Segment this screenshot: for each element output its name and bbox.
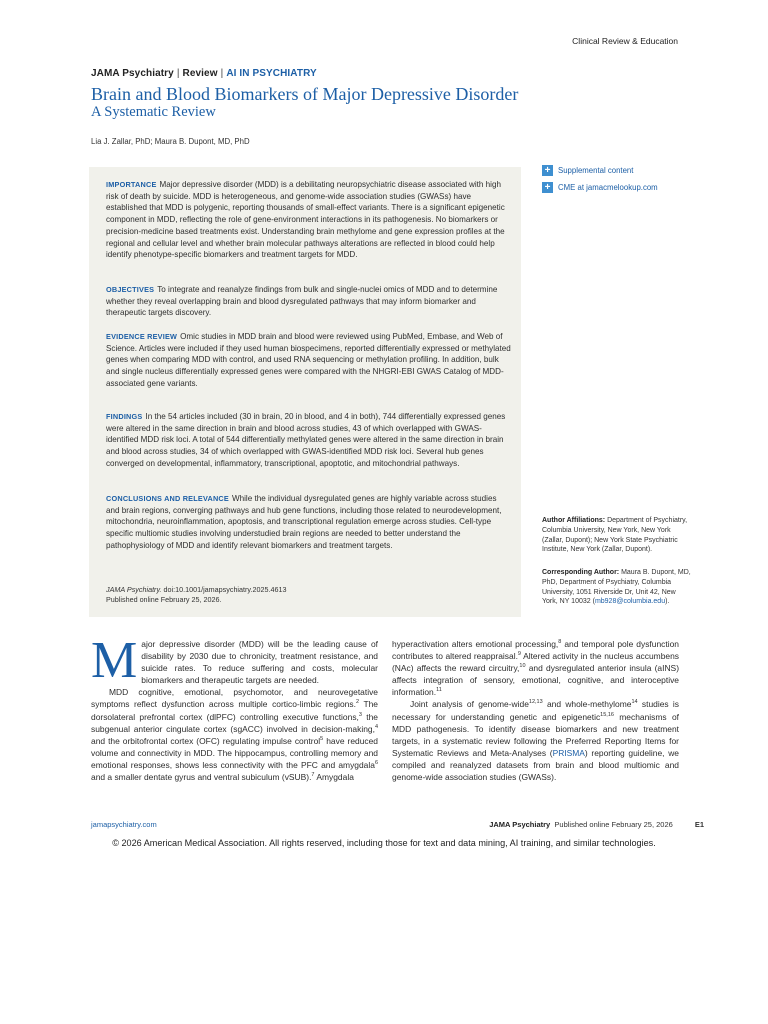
reference[interactable]: 2 — [355, 699, 359, 706]
body-paragraph — [392, 698, 679, 783]
abstract-findings — [106, 411, 511, 470]
affiliations-label: Author Affiliations: — [542, 517, 606, 524]
body-paragraph — [392, 638, 679, 698]
supplemental-label: Supplemental content — [558, 166, 634, 175]
para-text: mechanisms of MDD pathogenesis. To identify disease biomarkers and new treatment targets, in a systematic review following the Preferred Reporting Items for Systematic Reviews and Meta-Analyses ( — [392, 711, 679, 758]
plus-icon: + — [542, 165, 553, 176]
article-type: Review — [182, 68, 218, 79]
para-text: and a smaller dentate gyrus and ventral subiculum (vSUB). — [91, 772, 312, 783]
journal-name: JAMA Psychiatry — [91, 68, 174, 79]
reference[interactable]: 9 — [517, 651, 521, 658]
section-label: Clinical Review & Education — [572, 36, 678, 46]
para-text: and dysregulated anterior insula (aINS) affects integration of sensory, emotional, cognitive, and interoceptive information. — [392, 663, 679, 698]
copyright-notice: © 2026 American Medical Association. All rights reserved, including those for text and data mining, AI training, and similar technologies. — [112, 838, 656, 848]
journal-line — [91, 68, 317, 79]
para-text: and temporal pole dysfunction contributes to altered reappraisal. — [392, 639, 679, 662]
objectives-text: To integrate and reanalyze findings from bulk and single-nuclei omics of MDD and to determine whether they reveal overlapping brain and blood dysregulated pathways that may inform biomarker and therapeutic targets discovery. — [106, 285, 498, 318]
reference[interactable]: 3 — [358, 711, 362, 718]
corresponding-author — [542, 568, 692, 607]
drop-cap: M — [91, 632, 138, 689]
article-subtitle: A Systematic Review — [91, 104, 216, 120]
author-list: Lia J. Zallar, PhD; Maura B. Dupont, MD, PhD — [91, 137, 250, 146]
footer-journal: JAMA Psychiatry — [489, 820, 551, 829]
footer-info — [489, 820, 704, 829]
affiliations-text: Department of Psychiatry, Columbia University, New York, New York (Zallar, Dupont); New York State Psychiatric Institute, New York (Zallar, Dupont). — [542, 517, 688, 554]
prisma-link[interactable]: PRISMA — [552, 747, 585, 758]
body-column-right — [392, 638, 679, 783]
reference[interactable]: 6 — [374, 760, 378, 767]
citation-line — [106, 585, 511, 595]
footer-published: Published online February 25, 2026 — [554, 820, 673, 829]
reference[interactable]: 12,13 — [528, 699, 543, 706]
page-number: E1 — [694, 820, 704, 829]
abstract-objectives — [106, 284, 511, 319]
para-text: ajor depressive disorder (MDD) will be the leading cause of disability by 2030 due to chronicity, treatment resistance, and suicide rates. To reduce suffering and costs, molecular biomarkers and therapeutic targets are needed. — [141, 639, 378, 686]
article-title: Brain and Blood Biomarkers of Major Depressive Disorder — [91, 84, 519, 104]
reference[interactable]: 8 — [558, 639, 562, 646]
para-text: Amygdala — [314, 772, 354, 783]
published-date: Published online February 25, 2026. — [106, 595, 222, 604]
abstract-evidence — [106, 331, 511, 390]
corresponding-label: Corresponding Author: — [542, 569, 620, 576]
corresponding-text: Maura B. Dupont, MD, PhD, Department of Psychiatry, Columbia University, 1051 Riverside Dr, Unit 42, New York, NY 10032 ( — [542, 569, 691, 606]
reference[interactable]: 7 — [311, 772, 315, 779]
para-text: studies is necessary for understanding genetic and epigenetic — [392, 699, 679, 722]
objectives-label: OBJECTIVES — [106, 285, 155, 294]
reference[interactable]: 15,16 — [600, 711, 614, 718]
plus-icon: + — [542, 182, 553, 193]
reference[interactable]: 4 — [374, 723, 378, 730]
para-text: MDD cognitive, emotional, psychomotor, and neurovegetative symptoms reflect dysfunction across multiple cortico-limbic regions. — [91, 687, 378, 710]
reference[interactable]: 11 — [436, 687, 442, 694]
cme-link[interactable] — [542, 182, 658, 193]
para-text: and the orbitofrontal cortex (OFC) regulating impulse control — [91, 735, 321, 746]
body-paragraph — [91, 632, 378, 689]
journal-url[interactable]: jamapsychiatry.com — [91, 820, 157, 829]
supplemental-content-link[interactable] — [542, 165, 633, 176]
body-column-left — [91, 632, 379, 783]
conclusions-label: CONCLUSIONS AND RELEVANCE — [106, 494, 229, 503]
para-text: Joint analysis of genome-wide — [410, 699, 529, 710]
reference[interactable]: 14 — [631, 699, 638, 706]
separator: | — [220, 68, 224, 79]
para-text: have reduced volume and connectivity in MDD. The hippocampus, controlling memory and emotional responses, shows less connectivity with the PFC and amygdala — [91, 735, 379, 770]
importance-text: Major depressive disorder (MDD) is a debilitating neuropsychiatric disease associated with high risk of death by suicide. MDD is heterogeneous, and genome-wide association studies (GWASs) have established that MDD is polygenic, reporting thousands of small-effect variants. There is a significant epigenetic component in MDD, reflecting the role of gene-environment interactions in its pathogenesis. No biomarkers or precision-medicine based treatments exist. Understanding brain methylome and gene expression profiles at the regional and cellular level and whether brain molecular pathways alterations are reflected in blood could help identify phenotype-specific biomarkers and treatment targets for MDD. — [106, 180, 505, 260]
citation-journal: JAMA Psychiatry. — [106, 585, 162, 594]
corresponding-close: ). — [665, 598, 670, 606]
conclusions-text: While the individual dysregulated genes are highly variable across studies and brain regions, converging pathways and hub gene functions, including those related to neurodevelopment, mitochondria, neuroinflammation, apoptosis, and transcriptional regulation emerge across studies. Cell-type specific multiomic studies involving understudied brain regions are needed to better understand the pathophysiology of MDD and identify relevant biomarkers and treatment targets. — [106, 494, 502, 550]
findings-label: FINDINGS — [106, 412, 143, 421]
para-text: ) reporting guideline, we compiled and reanalyzed datasets from brain and blood multiomic and genome-wide association studies (GWASs). — [392, 747, 679, 783]
para-text: and whole-methylome — [542, 699, 632, 710]
separator: | — [176, 68, 180, 79]
abstract-conclusions — [106, 493, 511, 552]
cme-prefix: CME at — [558, 183, 584, 192]
para-text: The dorsolateral prefrontal cortex (dlPFC) controlling executive functions, — [91, 699, 378, 722]
abstract-box — [89, 167, 521, 617]
evidence-text: Omic studies in MDD brain and blood were reviewed using PubMed, Embase, and Web of Science. Articles were included if they used human biospecimens, reported differentially expressed or methylated genes when comparing MDD with control, and used RNA sequencing or methylation profiling. In addition, bulk and single nucleus differentially expressed genes were compared with the NHGRI-EBI GWAS Catalog of MDD-associated gene variants. — [106, 332, 511, 388]
para-text: Altered activity in the nucleus accumbens (NAc) affects the reward circuitry, — [392, 651, 679, 674]
citation-doi[interactable]: doi:10.1001/jamapsychiatry.2025.4613 — [163, 585, 287, 594]
author-affiliations — [542, 516, 692, 555]
cme-url[interactable]: jamacmelookup.com — [586, 183, 658, 192]
reference[interactable]: 5 — [320, 735, 324, 742]
body-paragraph — [91, 686, 378, 783]
corresponding-email[interactable]: mb928@columbia.edu — [594, 598, 666, 606]
findings-text: In the 54 articles included (30 in brain, 20 in blood, and 4 in both), 744 differentially expressed genes were altered in the same direction in brain and blood across studies, 43 of which overlapped with GWAS-identified MDD risk loci. A total of 544 differentially methylated genes were altered in the same direction in brain and blood across studies, 34 of which overlapped with GWAS-identified MDD risk loci. Several hub genes converged on developmental, inflammatory, transcriptional, apoptotic, and mitochondrial pathways. — [106, 412, 506, 468]
topic-label[interactable]: AI IN PSYCHIATRY — [226, 68, 317, 79]
reference[interactable]: 10 — [519, 663, 526, 670]
abstract-importance — [106, 179, 511, 261]
importance-label: IMPORTANCE — [106, 180, 157, 189]
evidence-label: EVIDENCE REVIEW — [106, 332, 178, 341]
para-text: the subgenual anterior cingulate cortex (sgACC) involved in decision-making, — [91, 711, 378, 734]
para-text: hyperactivation alters emotional processing, — [392, 639, 559, 649]
